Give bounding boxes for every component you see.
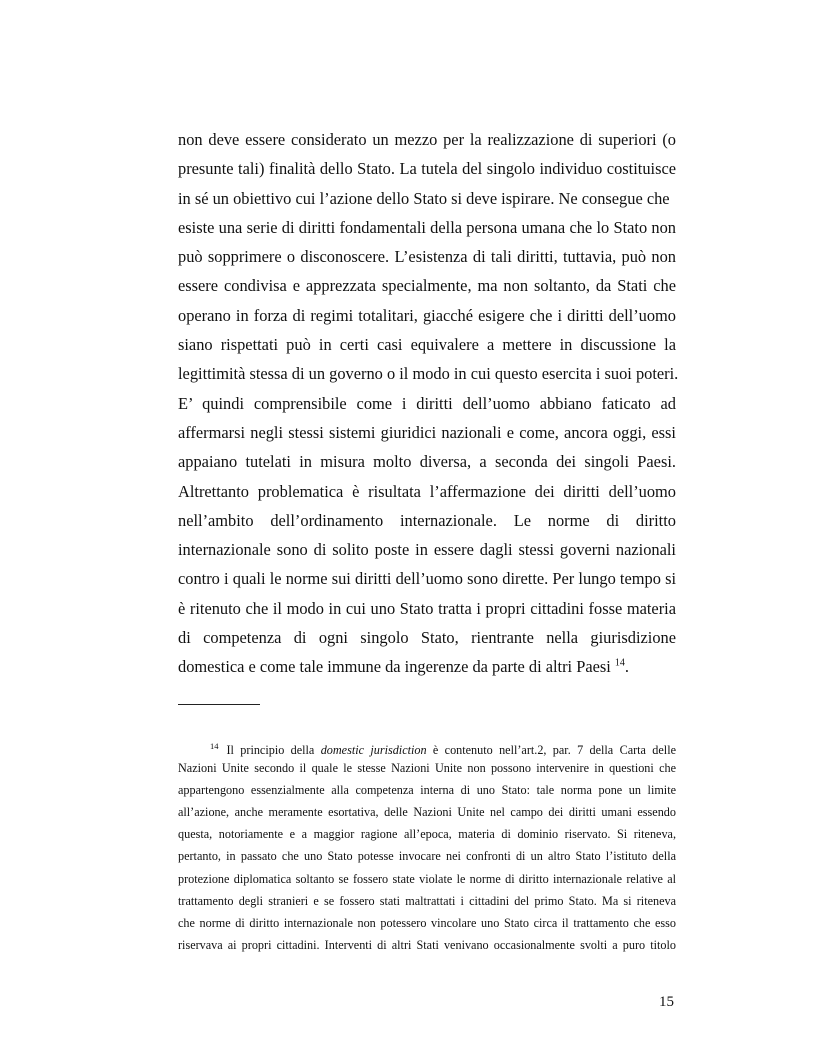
- page-number: 15: [659, 994, 674, 1010]
- footnote-number: 14: [210, 741, 219, 751]
- body-line: essere condivisa e apprezzata specialmente, ma non soltanto, da Stati che: [178, 276, 676, 296]
- body-line: operano in forza di regimi totalitari, giacché esigere che i diritti dell’uomo: [178, 305, 676, 325]
- footnote: [178, 735, 676, 956]
- footnote-line: protezione diplomatica soltanto se fossero state violate le norme di diritto internazionale relative al: [178, 871, 676, 886]
- footnote-line: Nazioni Unite secondo il quale le stesse Nazioni Unite non possono intervenire in questioni che: [178, 761, 676, 776]
- footnote-emphasis: domestic jurisdiction: [320, 743, 427, 757]
- body-line: Altrettanto problematica è risultata l’affermazione dei diritti dell’uomo: [178, 481, 676, 501]
- body-line: legittimità stessa di un governo o il modo in cui questo esercita i suoi poteri.: [178, 364, 679, 384]
- body-line: siano rispettati può in certi casi equivalere a mettere in discussione la: [178, 335, 676, 355]
- body-line: contro i quali le norme sui diritti dell’uomo sono dirette. Per lungo tempo si: [178, 569, 676, 589]
- body-line: non deve essere considerato un mezzo per la realizzazione di superiori (o: [178, 130, 676, 149]
- footnote-line: appartengono essenzialmente alla competenza interna di uno Stato: tale norma pone un limite: [178, 783, 676, 798]
- body-line-text: domestica e come tale immune da ingerenze da parte di altri Paesi: [178, 657, 611, 677]
- body-line: internazionale sono di solito poste in essere dagli stessi governi nazionali: [178, 540, 676, 560]
- footnote-line: pertanto, in passato che uno Stato potesse invocare nei confronti di un altro Stato l’istituto della: [178, 849, 676, 864]
- footnote-line: questa, notoriamente e a maggior ragione all’epoca, materia di dominio riservato. Si riteneva,: [178, 827, 676, 842]
- body-line-end: .: [624, 657, 630, 677]
- footnote-separator: [178, 704, 260, 705]
- body-text: [178, 125, 679, 682]
- footnote-line: riservava ai propri cittadini. Interventi di altri Stati venivano occasionalmente svolti a puro titolo: [178, 937, 676, 952]
- body-line: affermarsi negli stessi sistemi giuridici nazionali e come, ancora oggi, essi: [178, 422, 676, 442]
- body-line: appaiano tutelati in misura molto diversa, a seconda dei singoli Paesi.: [178, 452, 676, 472]
- body-line: di competenza di ogni singolo Stato, rientrante nella giurisdizione: [178, 628, 676, 648]
- body-line: E’ quindi comprensibile come i diritti dell’uomo abbiano faticato ad: [178, 393, 676, 413]
- body-line: è ritenuto che il modo in cui uno Stato tratta i propri cittadini fosse materia: [178, 598, 676, 618]
- footnote-reference[interactable]: 14: [614, 657, 625, 669]
- body-line: nell’ambito dell’ordinamento internazionale. Le norme di diritto: [178, 510, 676, 530]
- body-line: può sopprimere o disconoscere. L’esistenza di tali diritti, tuttavia, può non: [178, 247, 676, 267]
- body-line: in sé un obiettivo cui l’azione dello Stato si deve ispirare. Ne consegue che: [178, 188, 670, 208]
- footnote-line: trattamento degli stranieri e se fossero stati maltrattati i cittadini del primo Stato. Ma si riteneva: [178, 893, 676, 908]
- body-line: esiste una serie di diritti fondamentali della persona umana che lo Stato non: [178, 217, 676, 237]
- footnote-text: è contenuto nell’art.2, par. 7 della Carta delle: [426, 743, 676, 757]
- body-line: presunte tali) finalità dello Stato. La tutela del singolo individuo costituisce: [178, 159, 676, 179]
- footnote-line: [178, 735, 676, 757]
- footnote-line: che norme di diritto internazionale non potessero vincolare uno Stato circa il trattamento che esso: [178, 915, 676, 930]
- footnote-line: all’azione, anche meramente esortativa, delle Nazioni Unite nel campo dei diritti umani essendo: [178, 805, 676, 820]
- body-last-line: [178, 652, 676, 681]
- footnote-text: Il principio della: [226, 743, 321, 757]
